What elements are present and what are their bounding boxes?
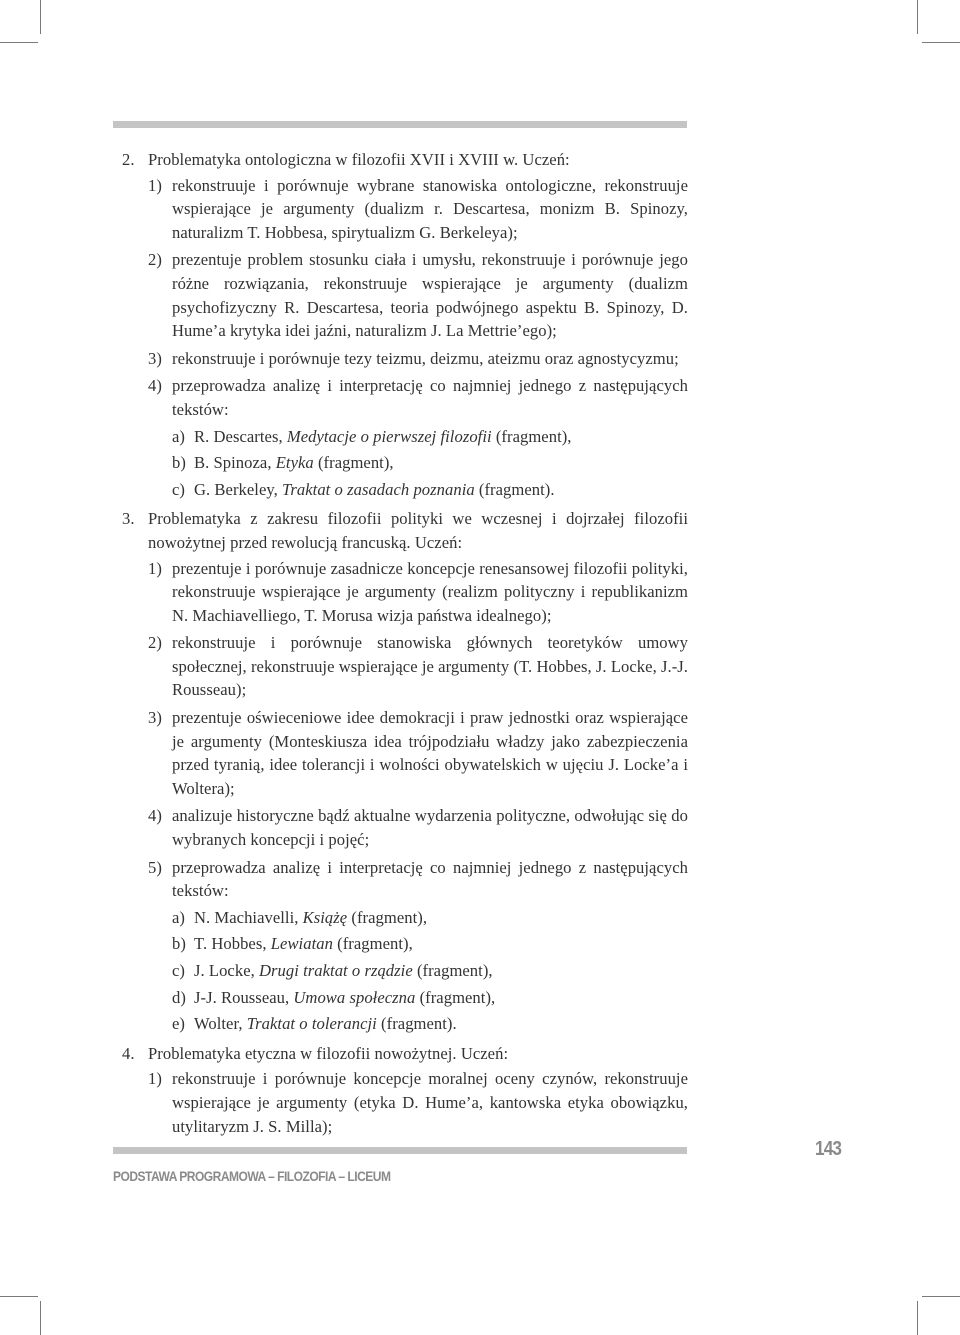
text-title: Umowa społeczna	[293, 987, 416, 1007]
section-heading: Problematyka etyczna w filozofii nowożytnej. Uczeń:	[148, 1043, 509, 1063]
crop-mark-bottom-right	[917, 1301, 918, 1335]
text-title: Etyka	[275, 453, 314, 473]
item-number: 2)	[148, 633, 162, 653]
text-author: B. Spinoza,	[194, 453, 276, 473]
sub-item-letter: b)	[172, 453, 186, 473]
text-suffix: (fragment).	[376, 1014, 457, 1034]
item-number: 2)	[148, 250, 162, 270]
text-reference	[172, 478, 688, 502]
text-reference	[172, 986, 688, 1010]
list-item	[148, 248, 688, 342]
item-text: rekonstruuje i porównuje wybrane stanowiska ontologiczne, rekonstruuje wspierające je argumenty (dualizm r. Descartesa, monizm B. Spinozy, naturalizm T. Hobbesa, spirytualizm G. Berkeleya);	[172, 175, 688, 242]
list-item	[148, 631, 688, 702]
section	[122, 507, 688, 1035]
section-heading: Problematyka z zakresu filozofii polityki we wczesnej i dojrzałej filozofii nowożytnej przed rewolucją francuską. Uczeń:	[148, 509, 688, 552]
sub-item-letter: b)	[172, 934, 186, 954]
list-item	[148, 347, 688, 371]
footer-label: PODSTAWA PROGRAMOWA – FILOZOFIA – LICEUM	[113, 1168, 391, 1184]
section-number: 2.	[122, 150, 135, 169]
text-author: R. Descartes,	[194, 426, 287, 446]
item-text: rekonstruuje i porównuje stanowiska głównych teoretyków umowy społecznej, rekonstruuje wspierające je argumenty (T. Hobbes, J. Locke, J.-J. Rousseau);	[172, 633, 688, 700]
item-text: rekonstruuje i porównuje koncepcje moralnej oceny czynów, rekonstruuje wspierające je argumenty (etyka D. Hume’a, kantowska etyka obowiązku, utylitaryzm J. S. Milla);	[172, 1069, 688, 1136]
text-reference	[172, 932, 688, 956]
crop-mark-top-right	[917, 0, 918, 34]
text-author: T. Hobbes,	[194, 934, 271, 954]
list-item	[148, 856, 688, 1036]
crop-mark-top-right	[922, 42, 960, 43]
crop-mark-bottom-left	[0, 1296, 38, 1297]
list-item	[148, 374, 688, 501]
section-number: 4.	[122, 1043, 135, 1063]
list-item	[148, 1067, 688, 1138]
item-text: analizuje historyczne bądź aktualne wydarzenia polityczne, odwołując się do wybranych koncepcji i pojęć;	[172, 806, 688, 850]
sub-item-letter: a)	[172, 426, 185, 446]
crop-mark-top-left	[40, 0, 41, 34]
footer-rule	[113, 1147, 687, 1154]
text-author: J. Locke,	[194, 961, 260, 980]
text-list	[172, 906, 688, 1036]
sub-item-letter: c)	[172, 961, 185, 980]
text-suffix: (fragment),	[347, 907, 428, 927]
item-number: 4)	[148, 376, 162, 396]
header-rule	[113, 121, 687, 128]
item-number: 3)	[148, 708, 162, 728]
text-author: N. Machiavelli,	[194, 907, 303, 927]
text-title: Traktat o zasadach poznania	[282, 479, 475, 499]
section	[122, 148, 688, 501]
text-list	[172, 425, 688, 502]
item-text: prezentuje oświeceniowe idee demokracji i praw jednostki oraz wspierające je argumenty (Monteskiusza idea trójpodziału władzy jako zabezpieczenia przed tyranią, idee tolerancji i wolności obywatelskich w ujęciu J. Locke’a i Woltera);	[172, 708, 688, 798]
text-reference	[172, 1012, 688, 1036]
item-number: 3)	[148, 348, 162, 368]
text-reference	[172, 906, 688, 930]
item-text: przeprowadza analizę i interpretację co najmniej jednego z następujących tekstów:	[172, 376, 688, 419]
item-number: 1)	[148, 558, 162, 578]
text-author: G. Berkeley,	[194, 479, 283, 499]
item-number: 1)	[148, 1069, 162, 1089]
sub-item-letter: a)	[172, 907, 185, 927]
text-author: Wolter,	[194, 1014, 247, 1034]
crop-mark-bottom-right	[922, 1296, 960, 1297]
document-body	[122, 148, 688, 1138]
item-number: 5)	[148, 857, 162, 877]
text-suffix: (fragment),	[415, 987, 496, 1007]
item-text: prezentuje i porównuje zasadnicze koncepcje renesansowej filozofii polityki, rekonstruuje wspierające je argumenty (realizm polityczny i republikanizm N. Machiavelliego, T. Morusa wizja państwa idealnego);	[172, 558, 688, 625]
item-text: rekonstruuje i porównuje tezy teizmu, deizmu, ateizmu oraz agnostycyzmu;	[172, 348, 679, 368]
text-title: Traktat o tolerancji	[246, 1014, 377, 1034]
text-title: Drugi traktat o rządzie	[259, 961, 413, 980]
section	[122, 1042, 688, 1138]
crop-mark-bottom-left	[40, 1301, 41, 1335]
section-number: 3.	[122, 509, 135, 529]
section-heading: Problematyka ontologiczna w filozofii XVII i XVIII w. Uczeń:	[148, 150, 570, 169]
text-suffix: (fragment),	[412, 961, 493, 980]
item-text: przeprowadza analizę i interpretację co najmniej jednego z następujących tekstów:	[172, 857, 688, 901]
sub-item-letter: e)	[172, 1014, 185, 1034]
list-item	[148, 557, 688, 628]
sub-item-letter: d)	[172, 987, 186, 1007]
item-text: prezentuje problem stosunku ciała i umysłu, rekonstruuje i porównuje jego różne rozwiązania, rekonstruuje wspierające je argumenty (dualizm psychofizyczny R. Descartesa, teoria podwójnego aspektu B. Spinozy, D. Hume’a krytyka idei jaźni, naturalizm J. La Mettrie’ego);	[172, 250, 688, 341]
page-number: 143	[815, 1138, 842, 1160]
text-reference	[172, 959, 688, 983]
text-author: J-J. Rousseau,	[194, 987, 294, 1007]
item-number: 4)	[148, 806, 162, 826]
text-suffix: (fragment).	[474, 479, 555, 499]
list-item	[148, 174, 688, 245]
sub-item-letter: c)	[172, 479, 185, 499]
text-suffix: (fragment),	[313, 453, 394, 473]
list-item	[148, 804, 688, 851]
text-title: Medytacje o pierwszej filozofii	[286, 426, 492, 446]
text-suffix: (fragment),	[332, 934, 413, 954]
item-number: 1)	[148, 175, 162, 195]
text-reference	[172, 451, 688, 475]
text-suffix: (fragment),	[491, 426, 572, 446]
list-item	[148, 706, 688, 800]
crop-mark-top-left	[0, 42, 38, 43]
text-title: Książę	[302, 907, 348, 927]
text-reference	[172, 425, 688, 449]
text-title: Lewiatan	[270, 934, 333, 954]
